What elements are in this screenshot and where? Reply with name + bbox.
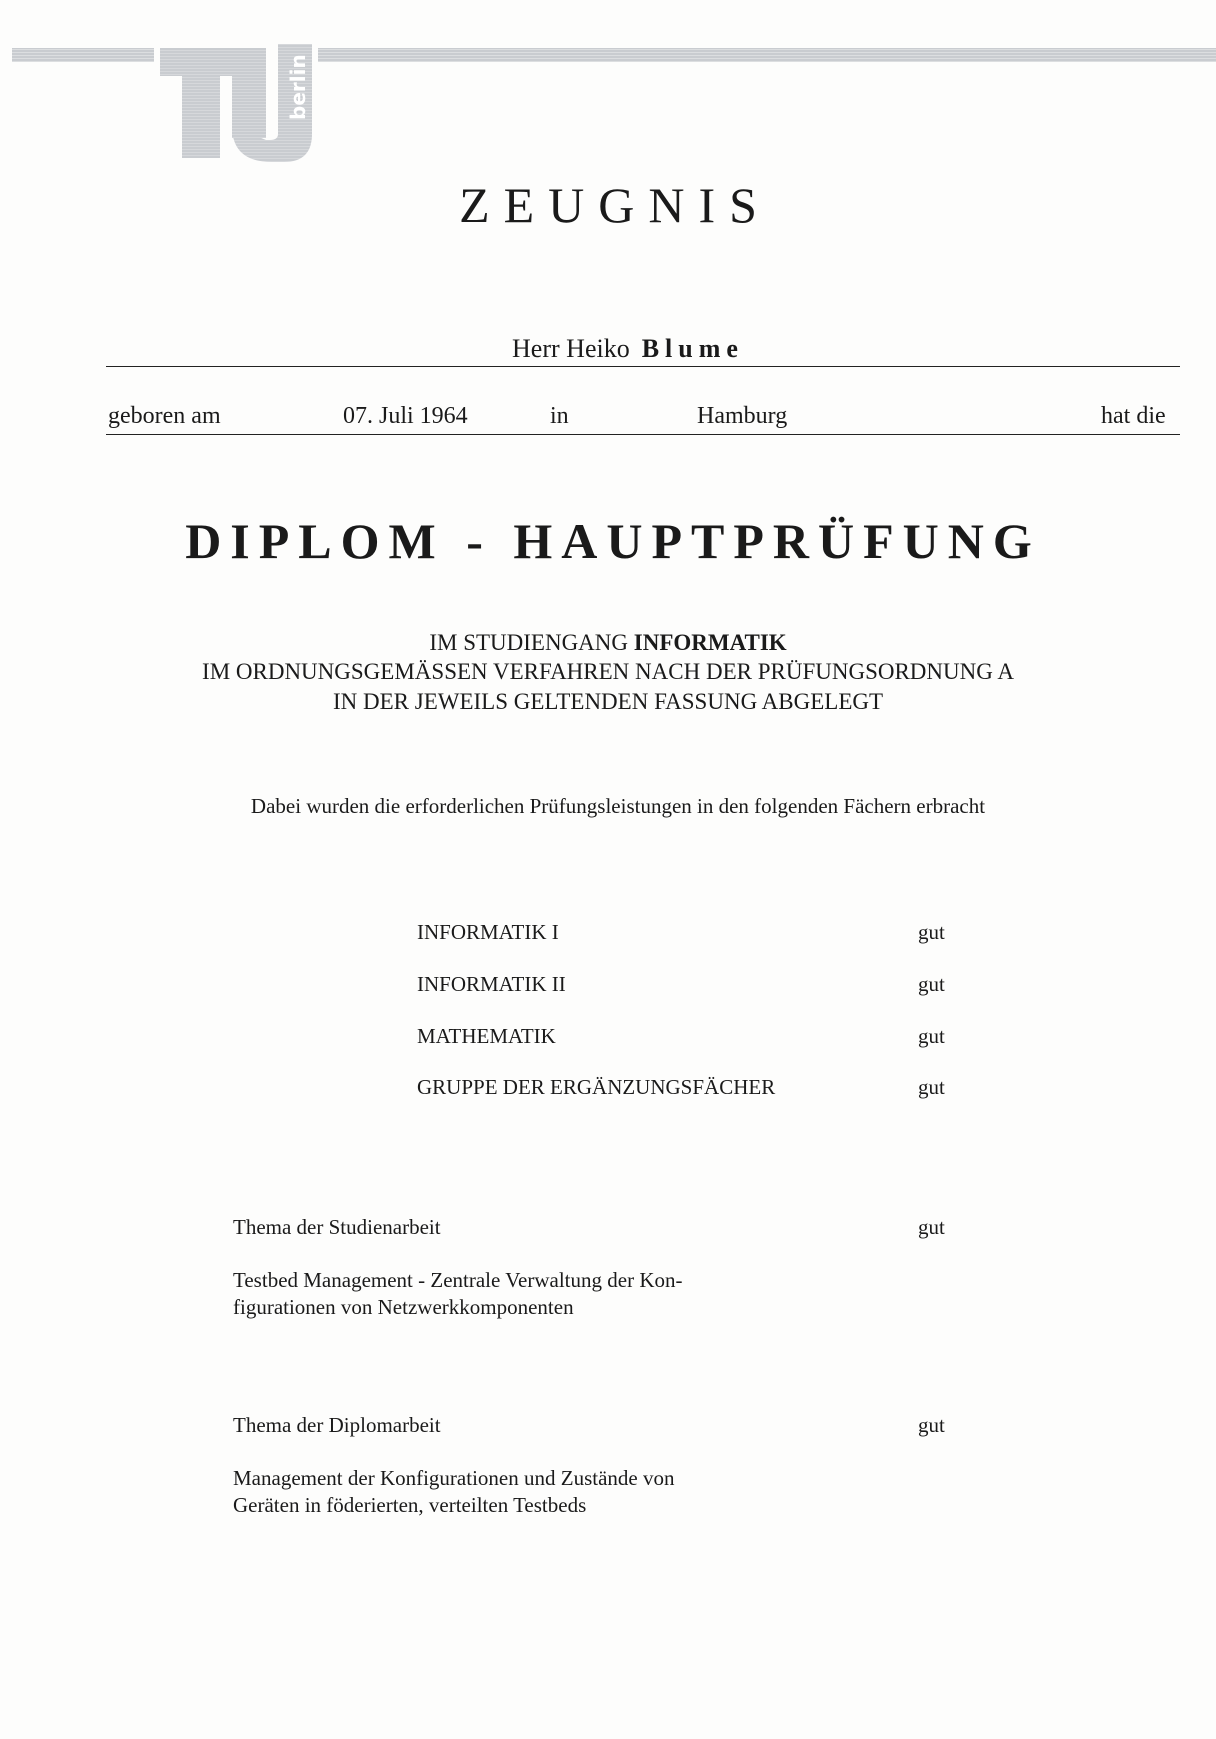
diplomarbeit-grade: gut [918,1413,945,1437]
person-prefix: Herr Heiko [512,334,630,363]
birth-label: geboren am [108,403,221,429]
birth-in-label: in [550,403,569,429]
subject-grade: gut [918,972,945,996]
subject-grade: gut [918,920,945,944]
header-band-left [12,48,154,62]
studienarbeit-topic [233,1267,753,1321]
diplomarbeit-topic-line-1: Management der Konfigurationen und Zustände von [233,1466,675,1490]
studienarbeit-topic-line-2: figurationen von Netzwerkkomponenten [233,1295,574,1319]
procedure-line-2: IN DER JEWEILS GELTENDEN FASSUNG ABGELEGT [332,689,884,714]
subject-name: INFORMATIK I [417,920,559,944]
studienarbeit-label: Thema der Studienarbeit [233,1215,441,1239]
procedure-line-1: IM ORDNUNGSGEMÄSSEN VERFAHREN NACH DER PRÜFUNGSORDNUNG A [202,659,1014,684]
study-prefix: IM STUDIENGANG [429,630,629,655]
study-subject: INFORMATIK [633,630,787,655]
diplomarbeit-topic [233,1465,753,1519]
name-underline [106,366,1180,367]
person-name [0,334,1216,364]
diplomarbeit-topic-line-2: Geräten in föderierten, verteilten Testbeds [233,1493,587,1517]
birth-place: Hamburg [697,403,788,429]
birth-underline [106,434,1180,435]
subject-grade: gut [918,1075,945,1099]
subject-grade: gut [918,1024,945,1048]
subject-name: INFORMATIK II [417,972,566,996]
exam-title: DIPLOM - HAUPTPRÜFUNG [185,513,1041,569]
birth-date: 07. Juli 1964 [343,403,468,429]
document-title: ZEUGNIS [459,177,771,233]
subject-name: MATHEMATIK [417,1024,556,1048]
intro-text: Dabei wurden die erforderlichen Prüfungsleistungen in den folgenden Fächern erbracht [250,794,986,818]
header-band-right [318,48,1216,62]
subject-name: GRUPPE DER ERGÄNZUNGSFÄCHER [417,1075,776,1099]
birth-suffix: hat die [1101,403,1166,429]
person-surname: Blume [641,334,744,363]
studienarbeit-topic-line-1: Testbed Management - Zentrale Verwaltung der Kon- [233,1268,683,1292]
study-line [0,630,1216,656]
logo-wordmark: berlin [286,54,310,120]
diplomarbeit-label: Thema der Diplomarbeit [233,1413,441,1437]
studienarbeit-grade: gut [918,1215,945,1239]
